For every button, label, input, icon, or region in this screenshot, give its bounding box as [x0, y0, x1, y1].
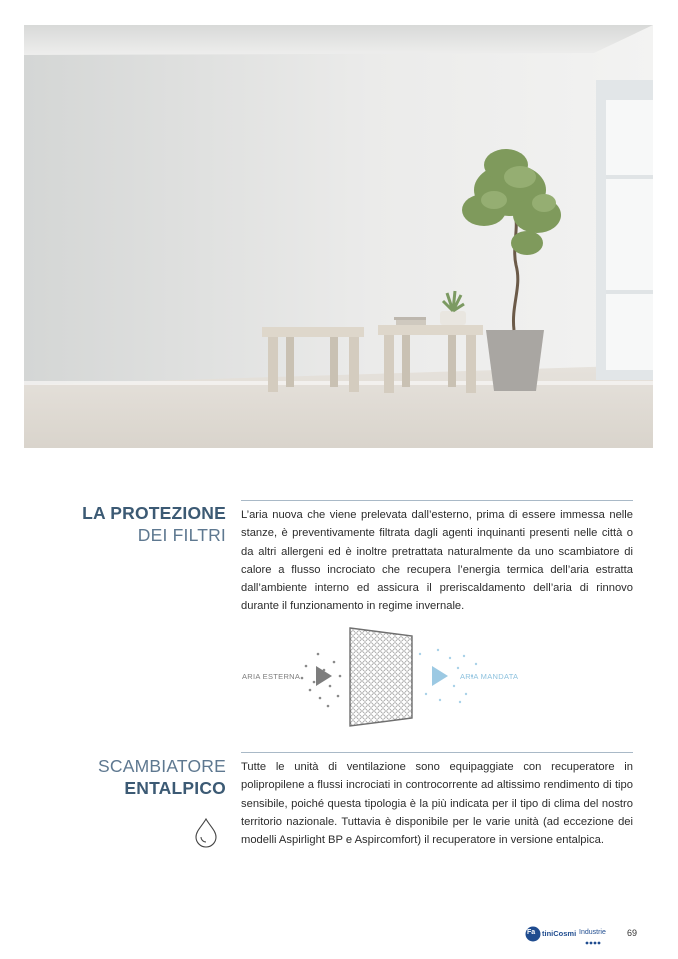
water-drop-icon [192, 816, 220, 848]
section-title-filters [82, 502, 226, 546]
brand-logo [524, 926, 608, 946]
logo-text-light: Industrie [579, 929, 606, 936]
section-divider [241, 500, 633, 501]
section-title-line: LA PROTEZIONE [82, 503, 226, 523]
section-title-exchanger [98, 755, 226, 799]
section-title-line: DEI FILTRI [137, 525, 226, 545]
logo-text-bold: tiniCosmi [542, 929, 577, 938]
label-aria-mandata: ARIA MANDATA [460, 672, 519, 681]
section-body-filters: L’aria nuova che viene prelevata dall’esterno, prima di essere immessa nelle stanze, è preventivamente filtrata dagli agenti inquinanti presenti nelle città o da altri allergeni ed è inoltre pretrattata naturalmente da uno scambiatore di calore a flusso incrociato che recupera l’energia termica dell’aria estratta dall’ambiente interno ed assicura il preriscaldamento dell’aria di rinnovo durante il funzionamento in regime invernale. [241, 509, 633, 613]
hero-photo [24, 25, 653, 448]
page-number: 69 [627, 928, 638, 938]
label-aria-esterna: ARIA ESTERNA [242, 672, 301, 681]
outbound-arrow-icon [432, 666, 448, 686]
section-body-exchanger: Tutte le unità di ventilazione sono equipaggiate con recuperatore in polipropilene a flussi incrociati in controcorrente ad altissimo rendimento di tipo sensibile, poiché questa tipologia è la più indicata per il tipo di clima del nostro territorio nazionale. Tuttavia è disponibile per le varie unità (ad eccezione dei modelli Aspirlight BP e Aspircomfort) il recuperatore in versione entalpica. [241, 761, 633, 847]
section-title-line: ENTALPICO [124, 778, 226, 798]
section-title-line: SCAMBIATORE [98, 756, 226, 776]
logo-badge: Fa [527, 929, 536, 936]
section-divider [241, 752, 633, 753]
filter-panel [350, 628, 412, 726]
filter-airflow-diagram [236, 624, 536, 730]
